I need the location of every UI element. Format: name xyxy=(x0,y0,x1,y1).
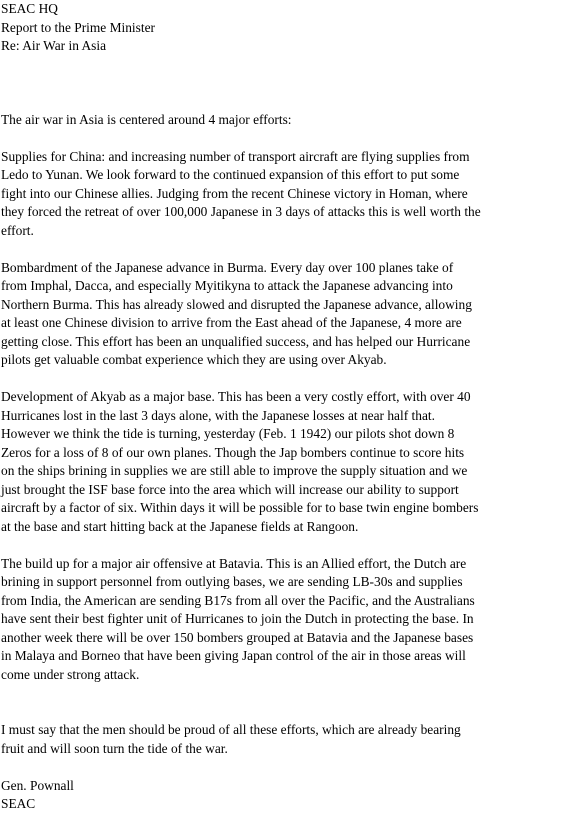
paragraph-supplies-china: Supplies for China: and increasing number of transport aircraft are flying supplies from Ledo to Yunan. We look forward to the continued expansion of this effort to put some fight into our Chinese allies. Judging from the recent Chinese victory in Homan, where they forced the retreat of over 100,000 Japanese in 3 days of attacks this is well worth the effort. xyxy=(1,148,481,238)
signature-name: Gen. Pownall xyxy=(1,777,74,793)
header-line-subject: Re: Air War in Asia xyxy=(1,38,107,53)
spacer xyxy=(1,684,577,721)
spacer xyxy=(1,129,577,148)
paragraph-batavia-offensive: The build up for a major air offensive at Batavia. This is an Allied effort, the Dutch are brining in support personnel from outlying bases, we are sending LB-30s and supplies from India, the American are sending B17s from all over the Pacific, and the Australians have sent their best fighter unit of Hurricanes to join the Dutch in protecting the base. In another week there will be over 150 bombers grouped at Batavia and the Japanese bases in Malaya and Borneo that have been giving Japan control of the air in those areas will come under strong attack. xyxy=(1,555,475,682)
memo-header xyxy=(1,0,577,56)
spacer xyxy=(1,536,577,555)
spacer xyxy=(1,56,577,111)
spacer xyxy=(1,240,577,259)
paragraph-akyab-base: Development of Akyab as a major base. This has been a very costly effort, with over 40 Hurricanes lost in the last 3 days alone, with the Japanese losses at near half that. However we think the tide is turning, yesterday (Feb. 1 1942) our pilots shot down 8 Zeros for a loss of 8 of our own planes. Though the Jap bombers continue to score hits on the ships brining in supplies we are still able to improve the supply situation and we just brought the ISF base force into the area which will increase our ability to support aircraft by a factor of six. Within days it will be possible for to base twin engine bombers at the base and start hitting back at the Japanese fields at Rangoon. xyxy=(1,389,479,534)
paragraph-burma-bombardment: Bombardment of the Japanese advance in Burma. Every day over 100 planes take of from Imphal, Dacca, and especially Myitikyna to attack the Japanese advancing into Northern Burma. This has already slowed and disrupted the Japanese advance, allowing at least one Chinese division to arrive from the East ahead of the Japanese, 4 more are getting close. This effort has been an unqualified success, and has helped our Hurricane pilots get valuable combat experience which they are using over Akyab. xyxy=(1,259,472,367)
header-line-origin: SEAC HQ xyxy=(1,1,58,16)
signature-org: SEAC xyxy=(1,796,36,811)
intro-paragraph: The air war in Asia is centered around 4 major efforts: xyxy=(1,111,292,127)
header-line-recipient: Report to the Prime Minister xyxy=(1,19,155,35)
spacer xyxy=(1,370,577,389)
document-page xyxy=(1,0,577,814)
closing-paragraph: I must say that the men should be proud of all these efforts, which are already bearing fruit and will soon turn the tide of the war. xyxy=(1,722,461,756)
signature-block xyxy=(1,777,577,814)
spacer xyxy=(1,758,577,777)
